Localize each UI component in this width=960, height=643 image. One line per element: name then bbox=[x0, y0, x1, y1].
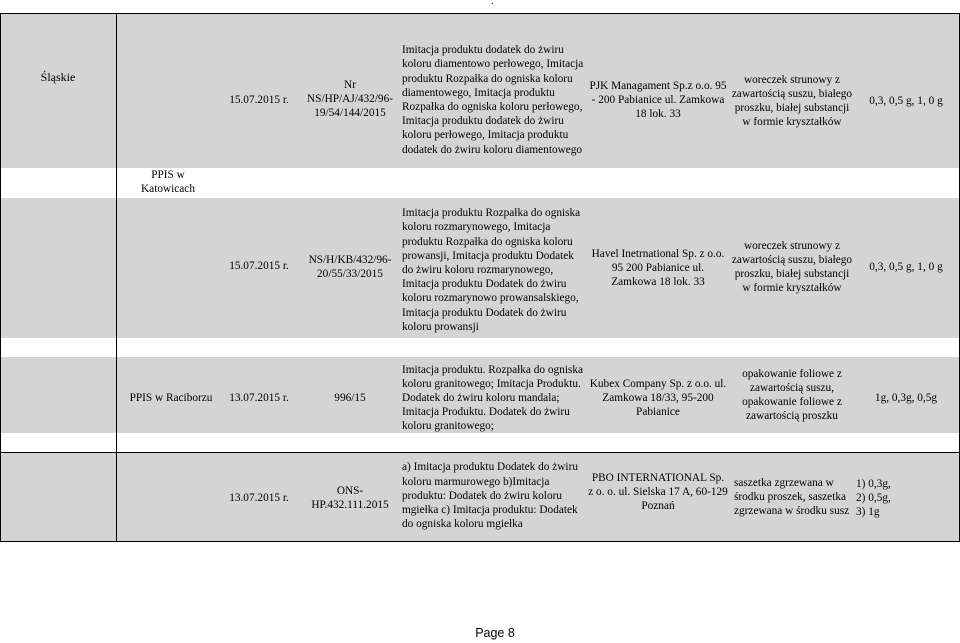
date-cell: 15.07.2015 r. bbox=[229, 93, 289, 106]
table-rule bbox=[0, 13, 1, 542]
product-cell: a) Imitacja produktu Dodatek do żwiru koloru marmurowego b)Imitacja produktu: Dodatek do żwiru koloru mgiełka c) Imitacja produktu: Dodatek do ogniska koloru mgiełka bbox=[402, 461, 578, 531]
product-cell: Imitacja produktu Rozpałka do ogniska koloru rozmarynowego, Imitacja produktu Rozpałka do ogniska koloru prowansji, Imitacja produktu Dodatek do żwiru koloru rozmarynowego, Imitacja produktu Dodatek do żwiru koloru rozmarynowo prowansalskiego, Imitacja produktu Dodatek do żwiru koloru prowansji bbox=[402, 207, 581, 333]
table-rule bbox=[0, 541, 960, 542]
office-cell: PPIS w Katowicach bbox=[141, 168, 195, 195]
decision-number-cell: ONS- HP.432.111.2015 bbox=[311, 484, 389, 511]
table-rule bbox=[0, 452, 960, 453]
date-cell: 13.07.2015 r. bbox=[229, 391, 289, 404]
product-cell: Imitacja produktu. Rozpałka do ogniska koloru granitowego; Imitacja Produktu. Dodatek do żwiru koloru mandala; Imitacja Produktu. Dodatek do żwiru koloru granitowego; bbox=[402, 363, 584, 433]
weight-cell: 0,3, 0,5 g, 1, 0 g bbox=[869, 94, 943, 107]
company-cell: PBO INTERNATIONAL Sp. z o. o. ul. Sielska 17 A, 60-129 Poznań bbox=[588, 471, 728, 513]
decision-number-cell: 996/15 bbox=[334, 391, 366, 404]
packaging-cell: woreczek strunowy z zawartością suszu, białego proszku, białej substancji w formie kryształków bbox=[731, 239, 853, 295]
company-cell: Kubex Company Sp. z o.o. ul. Zamkowa 18/33, 95-200 Pabianice bbox=[589, 377, 727, 419]
weight-cell: 1) 0,3g, 2) 0,5g, 3) 1g bbox=[856, 477, 891, 519]
weight-cell: 1g, 0,3g, 0,5g bbox=[874, 391, 938, 404]
table-rule bbox=[0, 13, 960, 14]
company-cell: PJK Managament Sp.z o.o. 95 - 200 Pabianice ul. Zamkowa 18 lok. 33 bbox=[589, 79, 727, 121]
weight-cell: 0,3, 0,5 g, 1, 0 g bbox=[869, 260, 943, 273]
page-number: Page 8 bbox=[475, 626, 515, 640]
office-cell: PPIS w Raciborzu bbox=[129, 391, 213, 404]
date-cell: 15.07.2015 r. bbox=[229, 259, 289, 272]
packaging-cell: opakowanie foliowe z zawartością suszu, opakowanie foliowe z zawartością proszku bbox=[742, 367, 842, 423]
table-rule bbox=[116, 14, 117, 542]
company-cell: Havel Inetrnational Sp. z o.o. 95 200 Pabianice ul. Zamkowa 18 lok. 33 bbox=[591, 247, 725, 289]
packaging-cell: woreczek strunowy z zawartością suszu, białego proszku, białej substancji w formie kryształków bbox=[731, 73, 853, 129]
date-cell: 13.07.2015 r. bbox=[229, 491, 289, 504]
page-top-mark: . bbox=[491, 0, 494, 7]
decision-number-cell: Nr NS/HP/AJ/432/96- 19/54/144/2015 bbox=[307, 78, 393, 120]
region-cell: Śląskie bbox=[40, 69, 76, 84]
product-cell: Imitacja produktu dodatek do żwiru koloru diamentowo perłowego, Imitacja produktu Rozpałka do ogniska koloru diamentowego, Imitacja produktu Rozpałka do ogniska koloru perłowego, Imitacja produktu dodatek do żwiru koloru perłowego, Imitacja produktu dodatek do żwiru koloru diamentowego bbox=[402, 44, 584, 156]
decision-number-cell: NS/H/KB/432/96- 20/55/33/2015 bbox=[308, 253, 392, 280]
packaging-cell: saszetka zgrzewana w środku proszek, saszetka zgrzewana w środku susz bbox=[734, 476, 850, 518]
